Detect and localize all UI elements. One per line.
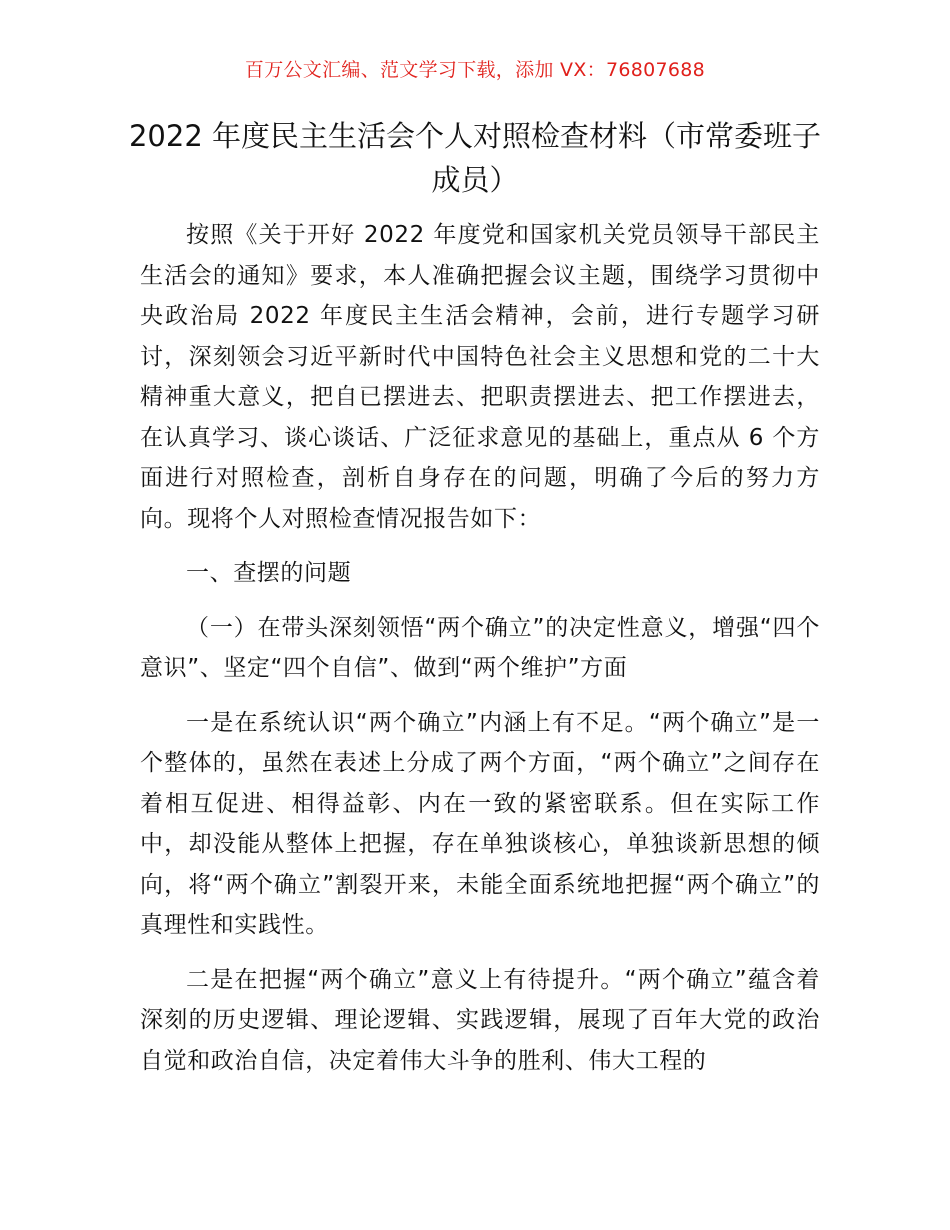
document-body — [140, 215, 820, 1081]
intro-paragraph: 按照《关于开好 2022 年度党和国家机关党员领导干部民主生活会的通知》要求，本人准确把握会议主题，围绕学习贯彻中央政治局 2022 年度民主生活会精神，会前，进行专题学习研讨，深刻领会习近平新时代中国特色社会主义思想和党的二十大精神重大意义，把自已摆进去、把职责摆进去、把工作摆进去，在认真学习、谈心谈话、广泛征求意见的基础上，重点从 6 个方面进行对照检查，剖析自身存在的问题，明确了今后的努力方向。现将个人对照检查情况报告如下： — [140, 222, 820, 532]
body-paragraph: 二是在把握“两个确立”意义上有待提升。“两个确立”蕴含着深刻的历史逻辑、理论逻辑、实践逻辑，展现了百年大党的政治自觉和政治自信，决定着伟大斗争的胜利、伟大工程的 — [140, 966, 820, 1074]
document-title: 2022 年度民主生活会个人对照检查材料（市常委班子成员） — [128, 119, 822, 197]
subsection-heading: （一）在带头深刻领悟“两个确立”的决定性意义，增强“四个意识”、坚定“四个自信”、做到“两个维护”方面 — [140, 614, 820, 681]
header-watermark-note: 百万公文汇编、范文学习下载，添加 VX：76807688 — [244, 59, 706, 81]
section-heading: 一、查摆的问题 — [186, 560, 352, 586]
body-paragraph: 一是在系统认识“两个确立”内涵上有不足。“两个确立”是一个整体的，虽然在表述上分成了两个方面，“两个确立”之间存在着相互促进、相得益彰、内在一致的紧密联系。但在实际工作中，却没能从整体上把握，存在单独谈核心，单独谈新思想的倾向，将“两个确立”割裂开来，未能全面系统地把握“两个确立”的真理性和实践性。 — [140, 709, 820, 938]
